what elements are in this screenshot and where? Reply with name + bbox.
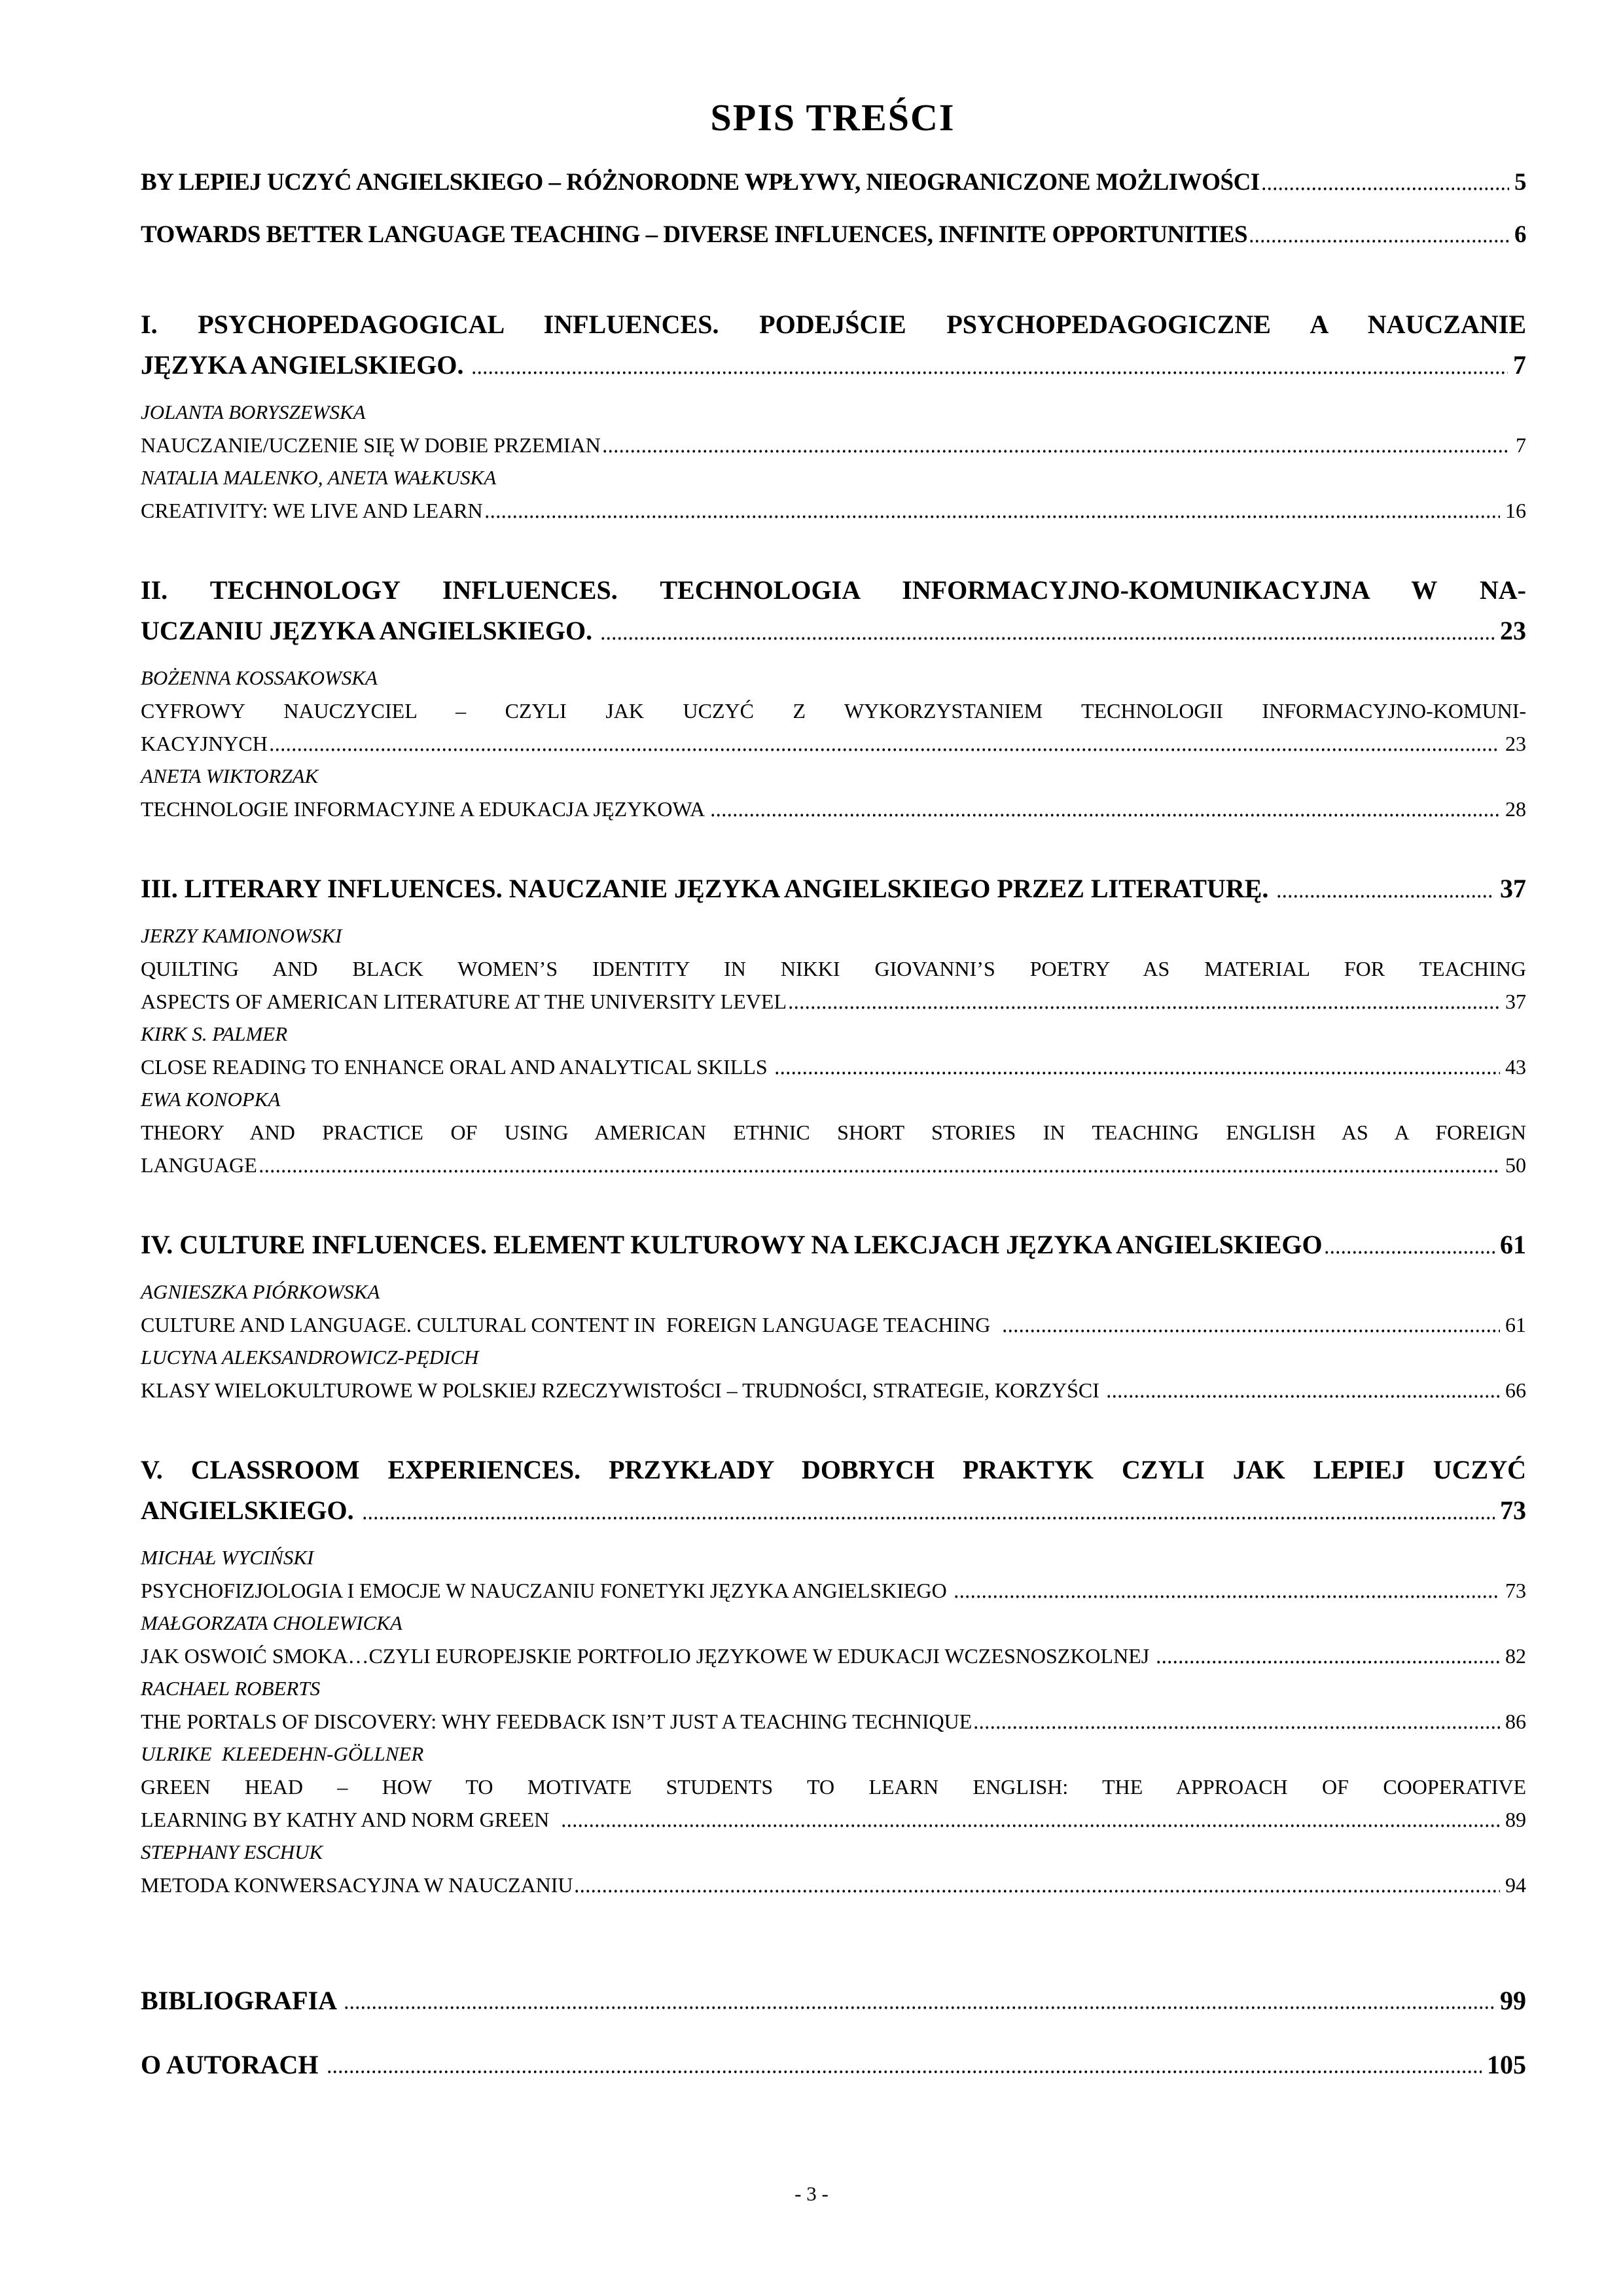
- page-number: 86: [1505, 1710, 1526, 1733]
- toc-entry-top: [141, 209, 1526, 261]
- dot-leader: [602, 429, 1510, 461]
- dot-leader: [327, 2039, 1482, 2091]
- toc-row: [141, 1308, 1526, 1341]
- toc-entry-text: IV. CULTURE INFLUENCES. ELEMENT KULTUROWY NA LEKCJACH JĘZYKA ANGIELSKIEGO: [141, 1230, 1323, 1259]
- dot-leader: [561, 1803, 1500, 1836]
- toc-row: [141, 1018, 1526, 1050]
- toc-row: [141, 952, 1526, 985]
- page-number: 16: [1505, 499, 1526, 522]
- toc-row: [141, 1225, 1526, 1265]
- dot-leader: [710, 793, 1500, 825]
- toc-entry-author: [141, 760, 1526, 793]
- toc-entry-author: [141, 1018, 1526, 1050]
- toc-row: [141, 429, 1526, 461]
- toc-entry-text: BY LEPIEJ UCZYĆ ANGIELSKIEGO – RÓŻNORODNE WPŁYWY, NIEOGRANICZONE MOŻLIWOŚCI: [141, 169, 1260, 196]
- dot-leader: [484, 494, 1500, 527]
- toc-entry-article: [141, 1640, 1526, 1672]
- toc-entry-text: KACYJNYCH: [141, 732, 268, 755]
- toc-row: [141, 1836, 1526, 1869]
- toc-entry-text: EWA KONOPKA: [141, 1088, 281, 1111]
- toc-entry-text: QUILTING AND BLACK WOMEN’S IDENTITY IN NIKKI GIOVANNI’S POETRY AS MATERIAL FOR TEACHING: [141, 957, 1526, 980]
- page-number: 99: [1500, 1986, 1526, 2015]
- toc-row: [141, 694, 1526, 727]
- page-number: 37: [1505, 990, 1526, 1013]
- toc-entry-back: [141, 2039, 1526, 2091]
- toc-entry-text: TOWARDS BETTER LANGUAGE TEACHING – DIVERSE INFLUENCES, INFINITE OPPORTUNITIES: [141, 221, 1248, 248]
- toc-row: [141, 793, 1526, 825]
- dot-leader: [344, 1975, 1495, 2027]
- dot-leader: [1276, 869, 1495, 909]
- toc-row: [141, 1276, 1526, 1308]
- toc-row: [141, 985, 1526, 1018]
- toc-entry-text: TECHNOLOGIE INFORMACYJNE A EDUKACJA JĘZYKOWA: [141, 797, 709, 821]
- dot-leader: [269, 727, 1500, 760]
- toc-entry-text: THEORY AND PRACTICE OF USING AMERICAN ETHNIC SHORT STORIES IN TEACHING ENGLISH AS A FOREIGN: [141, 1121, 1526, 1144]
- toc-entry-text: II. TECHNOLOGY INFLUENCES. TECHNOLOGIA INFORMACYJNO-KOMUNIKACYJNA W NA-: [141, 575, 1526, 605]
- toc-entry-text: CREATIVITY: WE LIVE AND LEARN: [141, 499, 483, 522]
- toc-row: [141, 345, 1526, 386]
- toc-row: [141, 1050, 1526, 1083]
- toc-entry-author: [141, 1738, 1526, 1770]
- toc-entry-author: [141, 920, 1526, 952]
- toc-entry-text: BOŻENNA KOSSAKOWSKA: [141, 666, 378, 689]
- toc-entry-article: [141, 1705, 1526, 1738]
- toc-entry-article: [141, 1050, 1526, 1083]
- page-number: 105: [1487, 2050, 1526, 2079]
- toc-entry-article: [141, 1374, 1526, 1407]
- toc-entry-section: [141, 1450, 1526, 1531]
- toc-entry-text: PSYCHOFIZJOLOGIA I EMOCJE W NAUCZANIU FONETYKI JĘZYKA ANGIELSKIEGO: [141, 1579, 952, 1602]
- toc-entry-section: [141, 869, 1526, 909]
- toc-entry-author: [141, 1541, 1526, 1574]
- toc-entry-article: [141, 1116, 1526, 1181]
- toc-row: [141, 662, 1526, 694]
- toc-entry-article: [141, 1869, 1526, 1901]
- toc-row: [141, 869, 1526, 909]
- toc-entry-text: MAŁGORZATA CHOLEWICKA: [141, 1611, 402, 1634]
- toc-entry-text: ANGIELSKIEGO.: [141, 1496, 361, 1525]
- toc-entry-text: KLASY WIELOKULTUROWE W POLSKIEJ RZECZYWISTOŚCI – TRUDNOŚCI, STRATEGIE, KORZYŚCI: [141, 1378, 1105, 1402]
- toc-entry-text: CULTURE AND LANGUAGE. CULTURAL CONTENT IN FOREIGN LANGUAGE TEACHING: [141, 1313, 1001, 1336]
- toc-entry-text: NAUCZANIE/UCZENIE SIĘ W DOBIE PRZEMIAN: [141, 433, 601, 457]
- toc-row: [141, 2039, 1526, 2091]
- dot-leader: [1106, 1374, 1500, 1407]
- toc-row: [141, 1975, 1526, 2027]
- toc-entry-article: [141, 793, 1526, 825]
- page-number: 5: [1514, 169, 1526, 196]
- page-number: 28: [1505, 797, 1526, 821]
- toc-entry-author: [141, 1341, 1526, 1374]
- toc-row: [141, 1116, 1526, 1149]
- toc-entry-text: III. LITERARY INFLUENCES. NAUCZANIE JĘZYKA ANGIELSKIEGO PRZEZ LITERATURĘ.: [141, 874, 1275, 903]
- dot-leader: [788, 985, 1500, 1018]
- toc-row: [141, 760, 1526, 793]
- dot-leader: [1156, 1640, 1500, 1672]
- page-number: 50: [1505, 1153, 1526, 1177]
- toc-entry-section: [141, 570, 1526, 651]
- dot-leader: [362, 1490, 1495, 1531]
- page-number: 6: [1514, 221, 1526, 248]
- toc-row: [141, 1541, 1526, 1574]
- toc-entry-text: RACHAEL ROBERTS: [141, 1677, 321, 1700]
- toc-entry-text: LUCYNA ALEKSANDROWICZ-PĘDICH: [141, 1346, 479, 1369]
- toc-entry-text: JAK OSWOIĆ SMOKA…CZYLI EUROPEJSKIE PORTFOLIO JĘZYKOWE W EDUKACJI WCZESNOSZKOLNEJ: [141, 1644, 1155, 1668]
- toc-row: [141, 1374, 1526, 1407]
- toc-row: [141, 1341, 1526, 1374]
- page-number: 82: [1505, 1644, 1526, 1668]
- toc-row: [141, 611, 1526, 651]
- toc-row: [141, 1738, 1526, 1770]
- dot-leader: [600, 611, 1495, 651]
- toc-entry-text: JERZY KAMIONOWSKI: [141, 924, 342, 947]
- toc-entry-text: CLOSE READING TO ENHANCE ORAL AND ANALYTICAL SKILLS: [141, 1055, 773, 1079]
- toc-row: [141, 1705, 1526, 1738]
- toc-entry-text: MICHAŁ WYCIŃSKI: [141, 1546, 314, 1569]
- toc-row: [141, 1490, 1526, 1531]
- toc-row: [141, 1149, 1526, 1181]
- page-number: 23: [1505, 732, 1526, 755]
- toc-row: [141, 461, 1526, 494]
- page-footer: - 3 -: [794, 2182, 829, 2205]
- toc-row: [141, 1607, 1526, 1640]
- toc-entry-article: [141, 694, 1526, 760]
- toc-entry-article: [141, 952, 1526, 1018]
- toc-entry-text: THE PORTALS OF DISCOVERY: WHY FEEDBACK ISN’T JUST A TEACHING TECHNIQUE: [141, 1710, 972, 1733]
- toc-entry-article: [141, 429, 1526, 461]
- toc-entry-author: [141, 1276, 1526, 1308]
- toc-row: [141, 1770, 1526, 1803]
- dot-leader: [1324, 1225, 1495, 1265]
- toc-entry-text: JĘZYKA ANGIELSKIEGO.: [141, 350, 471, 380]
- page-number: 61: [1500, 1230, 1526, 1259]
- page-number: 66: [1505, 1378, 1526, 1402]
- page-number: 37: [1500, 874, 1526, 903]
- toc-entry-text: CYFROWY NAUCZYCIEL – CZYLI JAK UCZYĆ Z WYKORZYSTANIEM TECHNOLOGII INFORMACYJNO-KOMUNI-: [141, 699, 1526, 723]
- toc-entry-author: [141, 1672, 1526, 1705]
- toc-row: [141, 570, 1526, 611]
- toc-entry-text: UCZANIU JĘZYKA ANGIELSKIEGO.: [141, 616, 599, 645]
- toc-entry-text: BIBLIOGRAFIA: [141, 1986, 342, 2015]
- toc-entry-author: [141, 396, 1526, 429]
- toc-entry-author: [141, 1836, 1526, 1869]
- dot-leader: [774, 1050, 1500, 1083]
- page-number: 94: [1505, 1873, 1526, 1897]
- toc-entry-text: ANETA WIKTORZAK: [141, 764, 319, 787]
- toc-row: [141, 1450, 1526, 1490]
- toc-entry-author: [141, 461, 1526, 494]
- toc-row: [141, 1672, 1526, 1705]
- page-number: 23: [1500, 616, 1526, 645]
- toc-entry-article: [141, 1574, 1526, 1607]
- dot-leader: [574, 1869, 1500, 1901]
- toc-entry-text: STEPHANY ESCHUK: [141, 1840, 323, 1863]
- dot-leader: [973, 1705, 1500, 1738]
- toc-row: [141, 494, 1526, 527]
- toc-entry-section: [141, 1225, 1526, 1265]
- toc-entry-text: V. CLASSROOM EXPERIENCES. PRZYKŁADY DOBRYCH PRAKTYK CZYLI JAK LEPIEJ UCZYĆ: [141, 1455, 1526, 1484]
- toc-entry-author: [141, 1607, 1526, 1640]
- toc-entry-author: [141, 662, 1526, 694]
- toc-entry-text: KIRK S. PALMER: [141, 1022, 288, 1045]
- toc-row: [141, 304, 1526, 345]
- toc-entry-top: [141, 156, 1526, 209]
- toc-row: [141, 1574, 1526, 1607]
- dot-leader: [1249, 209, 1509, 261]
- toc-row: [141, 209, 1526, 261]
- toc-row: [141, 1803, 1526, 1836]
- toc-entry-section: [141, 304, 1526, 386]
- toc-entry-text: METODA KONWERSACYJNA W NAUCZANIU: [141, 1873, 573, 1897]
- page-number: 89: [1505, 1808, 1526, 1831]
- table-of-contents: [141, 156, 1526, 2091]
- page-number: 7: [1516, 433, 1526, 457]
- toc-row: [141, 156, 1526, 209]
- page-title: SPIS TREŚCI: [710, 96, 955, 139]
- toc-row: [141, 727, 1526, 760]
- toc-entry-text: ULRIKE KLEEDEHN-GÖLLNER: [141, 1742, 424, 1765]
- page-number: 7: [1513, 350, 1526, 380]
- toc-entry-text: GREEN HEAD – HOW TO MOTIVATE STUDENTS TO LEARN ENGLISH: THE APPROACH OF COOPERATIVE: [141, 1775, 1526, 1799]
- page-number: 73: [1500, 1496, 1526, 1525]
- page-number: 73: [1505, 1579, 1526, 1602]
- dot-leader: [1002, 1308, 1500, 1341]
- dot-leader: [471, 345, 1508, 386]
- dot-leader: [259, 1149, 1500, 1181]
- toc-row: [141, 1869, 1526, 1901]
- toc-entry-text: ASPECTS OF AMERICAN LITERATURE AT THE UNIVERSITY LEVEL: [141, 990, 787, 1013]
- toc-row: [141, 1640, 1526, 1672]
- dot-leader: [1261, 156, 1509, 209]
- toc-entry-text: I. PSYCHOPEDAGOGICAL INFLUENCES. PODEJŚCIE PSYCHOPEDAGOGICZNE A NAUCZANIE: [141, 310, 1526, 339]
- toc-entry-text: LANGUAGE: [141, 1153, 257, 1177]
- toc-row: [141, 920, 1526, 952]
- toc-entry-article: [141, 494, 1526, 527]
- toc-entry-article: [141, 1308, 1526, 1341]
- toc-entry-text: NATALIA MALENKO, ANETA WAŁKUSKA: [141, 466, 497, 489]
- toc-entry-text: JOLANTA BORYSZEWSKA: [141, 401, 366, 423]
- toc-entry-article: [141, 1770, 1526, 1836]
- page-number: 61: [1505, 1313, 1526, 1336]
- toc-entry-author: [141, 1083, 1526, 1116]
- toc-entry-back: [141, 1975, 1526, 2027]
- toc-entry-text: AGNIESZKA PIÓRKOWSKA: [141, 1280, 380, 1303]
- toc-entry-text: O AUTORACH: [141, 2050, 325, 2079]
- toc-entry-text: LEARNING BY KATHY AND NORM GREEN: [141, 1808, 560, 1831]
- toc-row: [141, 396, 1526, 429]
- dot-leader: [954, 1574, 1500, 1607]
- page-number: 43: [1505, 1055, 1526, 1079]
- toc-row: [141, 1083, 1526, 1116]
